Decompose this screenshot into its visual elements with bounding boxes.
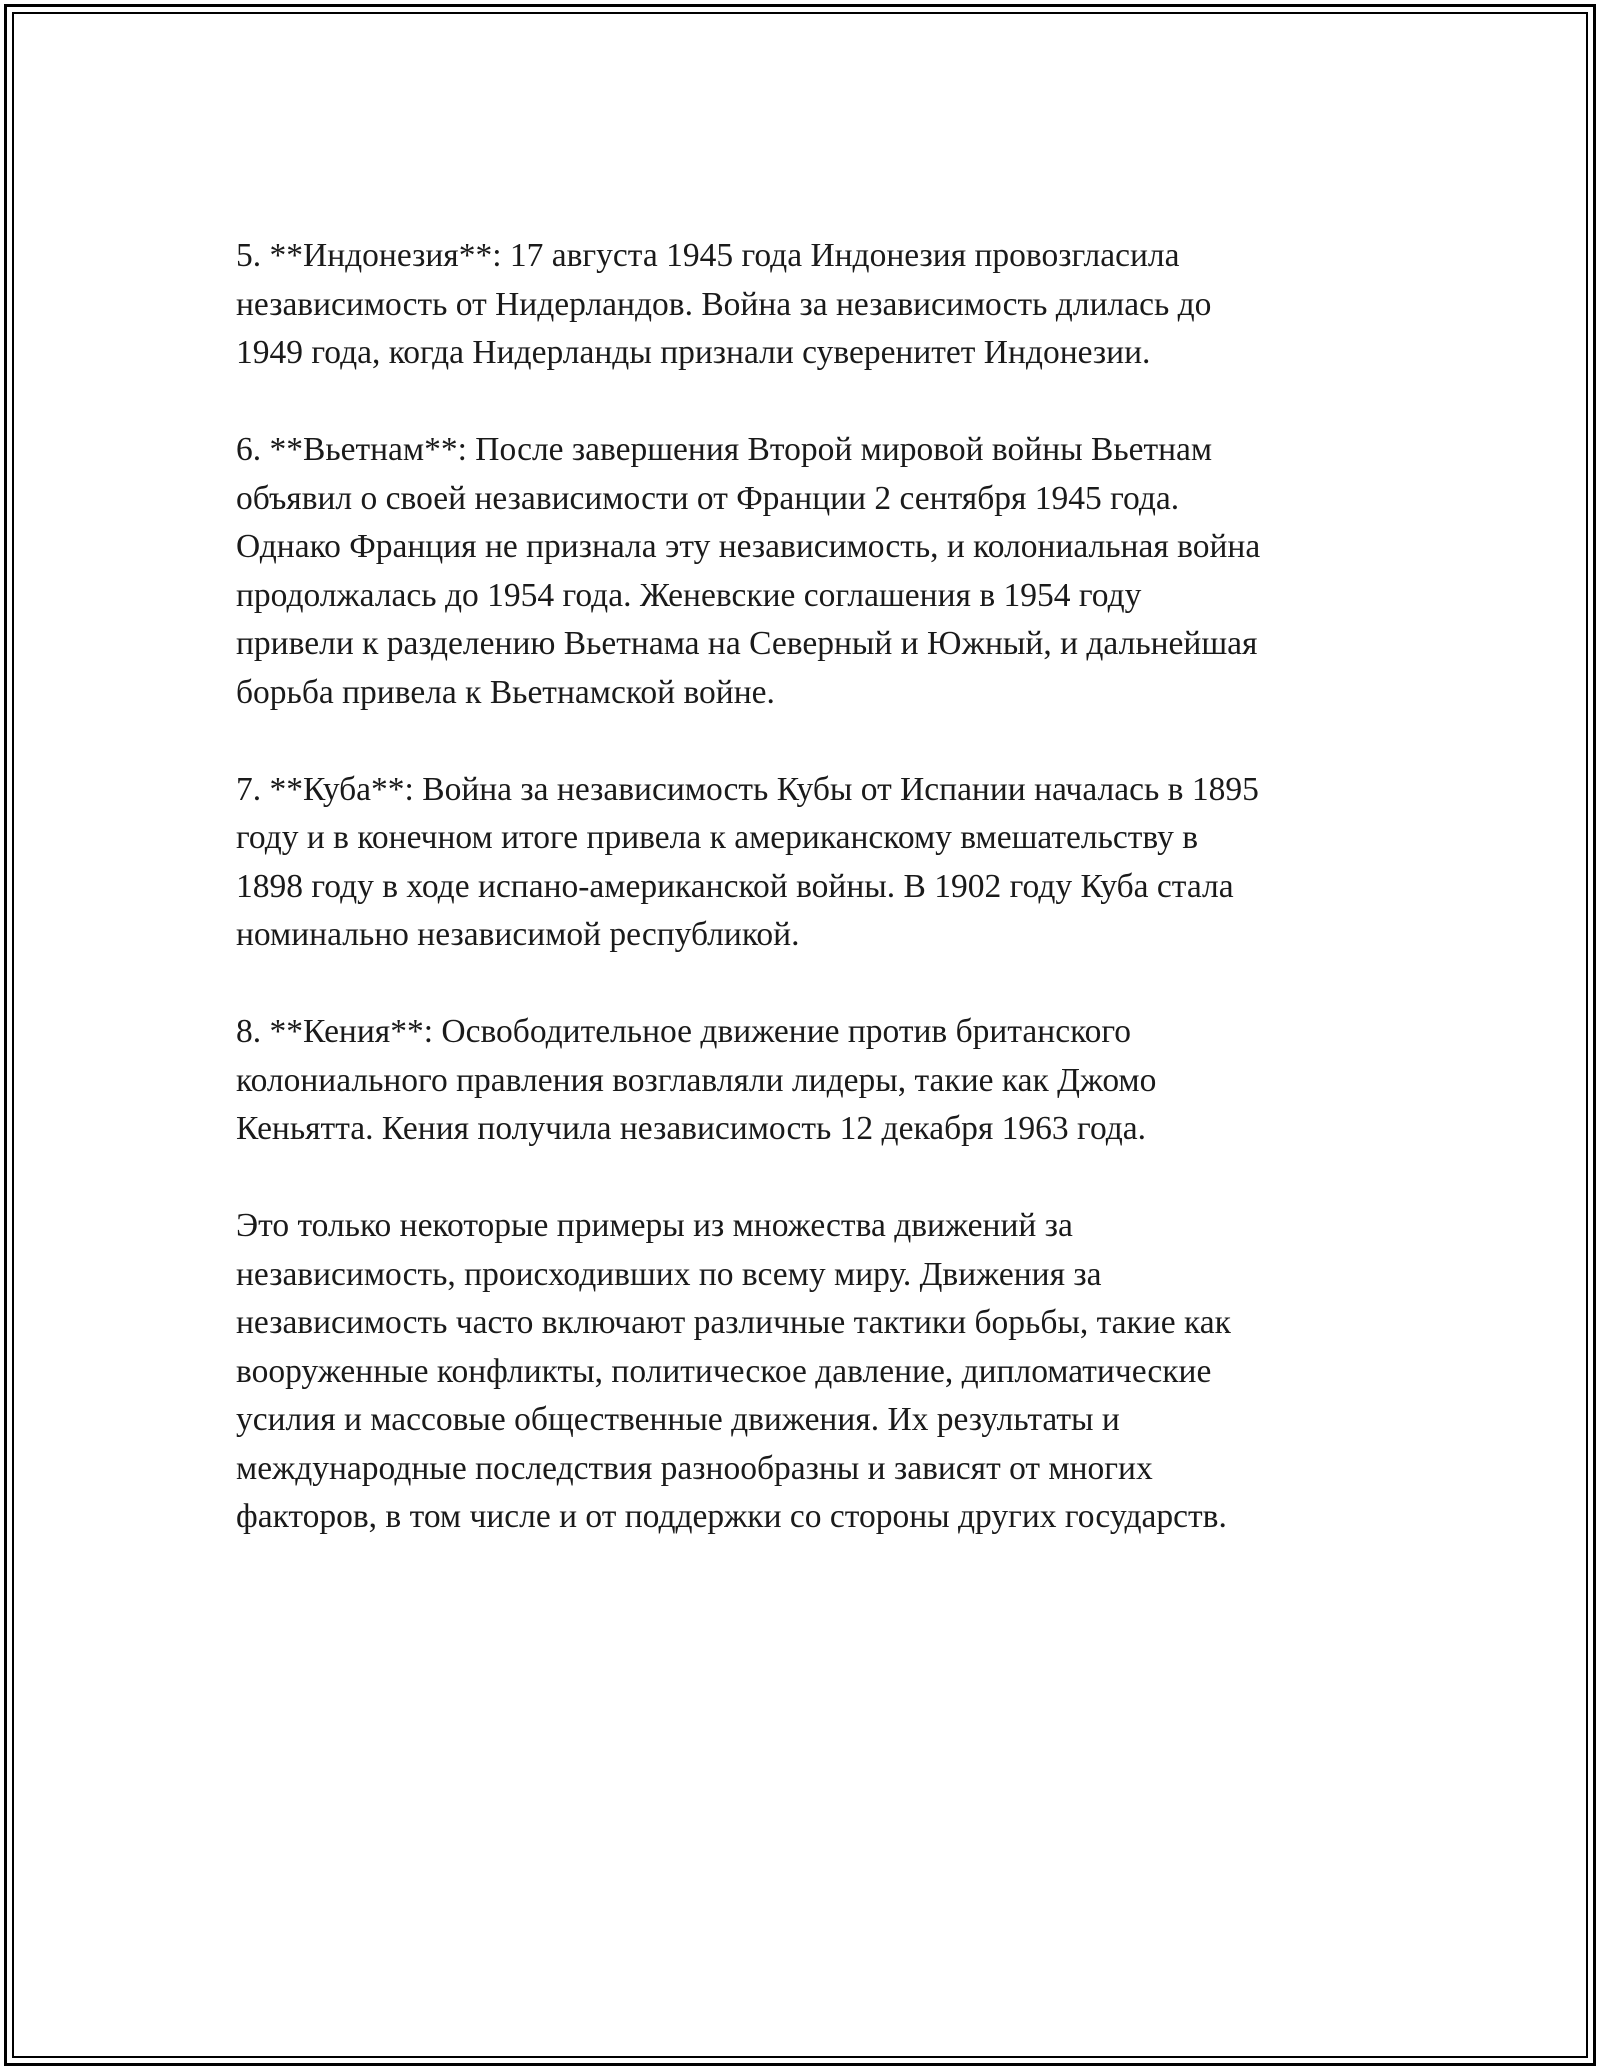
paragraph-vietnam: [236, 426, 1376, 717]
text-line: колониального правления возглавляли лидеры, такие как Джомо: [236, 1061, 1157, 1099]
paragraph-cuba: [236, 766, 1376, 960]
text-line: независимость, происходивших по всему миру. Движения за: [236, 1255, 1102, 1293]
paragraph-kenya: [236, 1008, 1376, 1154]
text-line: Это только некоторые примеры из множества движений за: [236, 1207, 1073, 1244]
text-line: независимость часто включают различные тактики борьбы, такие как: [236, 1304, 1231, 1341]
text-line: 6. **Вьетнам**: После завершения Второй мировой войны Вьетнам: [236, 431, 1213, 468]
text-line: продолжалась до 1954 года. Женевские соглашения в 1954 году: [236, 576, 1142, 614]
paragraph-conclusion: [236, 1202, 1376, 1542]
text-line: 1949 года, когда Нидерланды признали суверенитет Индонезии.: [236, 334, 1151, 371]
paragraph-indonesia: [236, 232, 1376, 378]
text-line: 5. **Индонезия**: 17 августа 1945 года Индонезия провозгласила: [236, 237, 1180, 274]
text-line: международные последствия разнообразны и зависят от многих: [236, 1449, 1153, 1487]
text-line: независимость от Нидерландов. Война за независимость длилась до: [236, 285, 1212, 323]
text-line: факторов, в том числе и от поддержки со стороны других государств.: [236, 1498, 1227, 1535]
document-body: [236, 232, 1376, 1590]
text-line: номинально независимой республикой.: [236, 916, 800, 953]
text-line: 8. **Кения**: Освободительное движение против британского: [236, 1013, 1132, 1050]
text-line: году и в конечном итоге привела к американскому вмешательству в: [236, 819, 1199, 856]
text-line: усилия и массовые общественные движения. Их результаты и: [236, 1401, 1120, 1438]
text-line: объявил о своей независимости от Франции 2 сентября 1945 года.: [236, 479, 1180, 517]
text-line: борьба привела к Вьетнамской войне.: [236, 673, 775, 711]
text-line: Кеньятта. Кения получила независимость 12 декабря 1963 года.: [236, 1110, 1147, 1147]
text-line: вооруженные конфликты, политическое давление, дипломатические: [236, 1352, 1212, 1390]
text-line: 1898 году в ходе испано-американской войны. В 1902 году Куба стала: [236, 867, 1234, 905]
text-line: 7. **Куба**: Война за независимость Кубы от Испании началась в 1895: [236, 770, 1259, 808]
text-line: Однако Франция не признала эту независимость, и колониальная война: [236, 528, 1261, 565]
text-line: привели к разделению Вьетнама на Северный и Южный, и дальнейшая: [236, 625, 1258, 662]
